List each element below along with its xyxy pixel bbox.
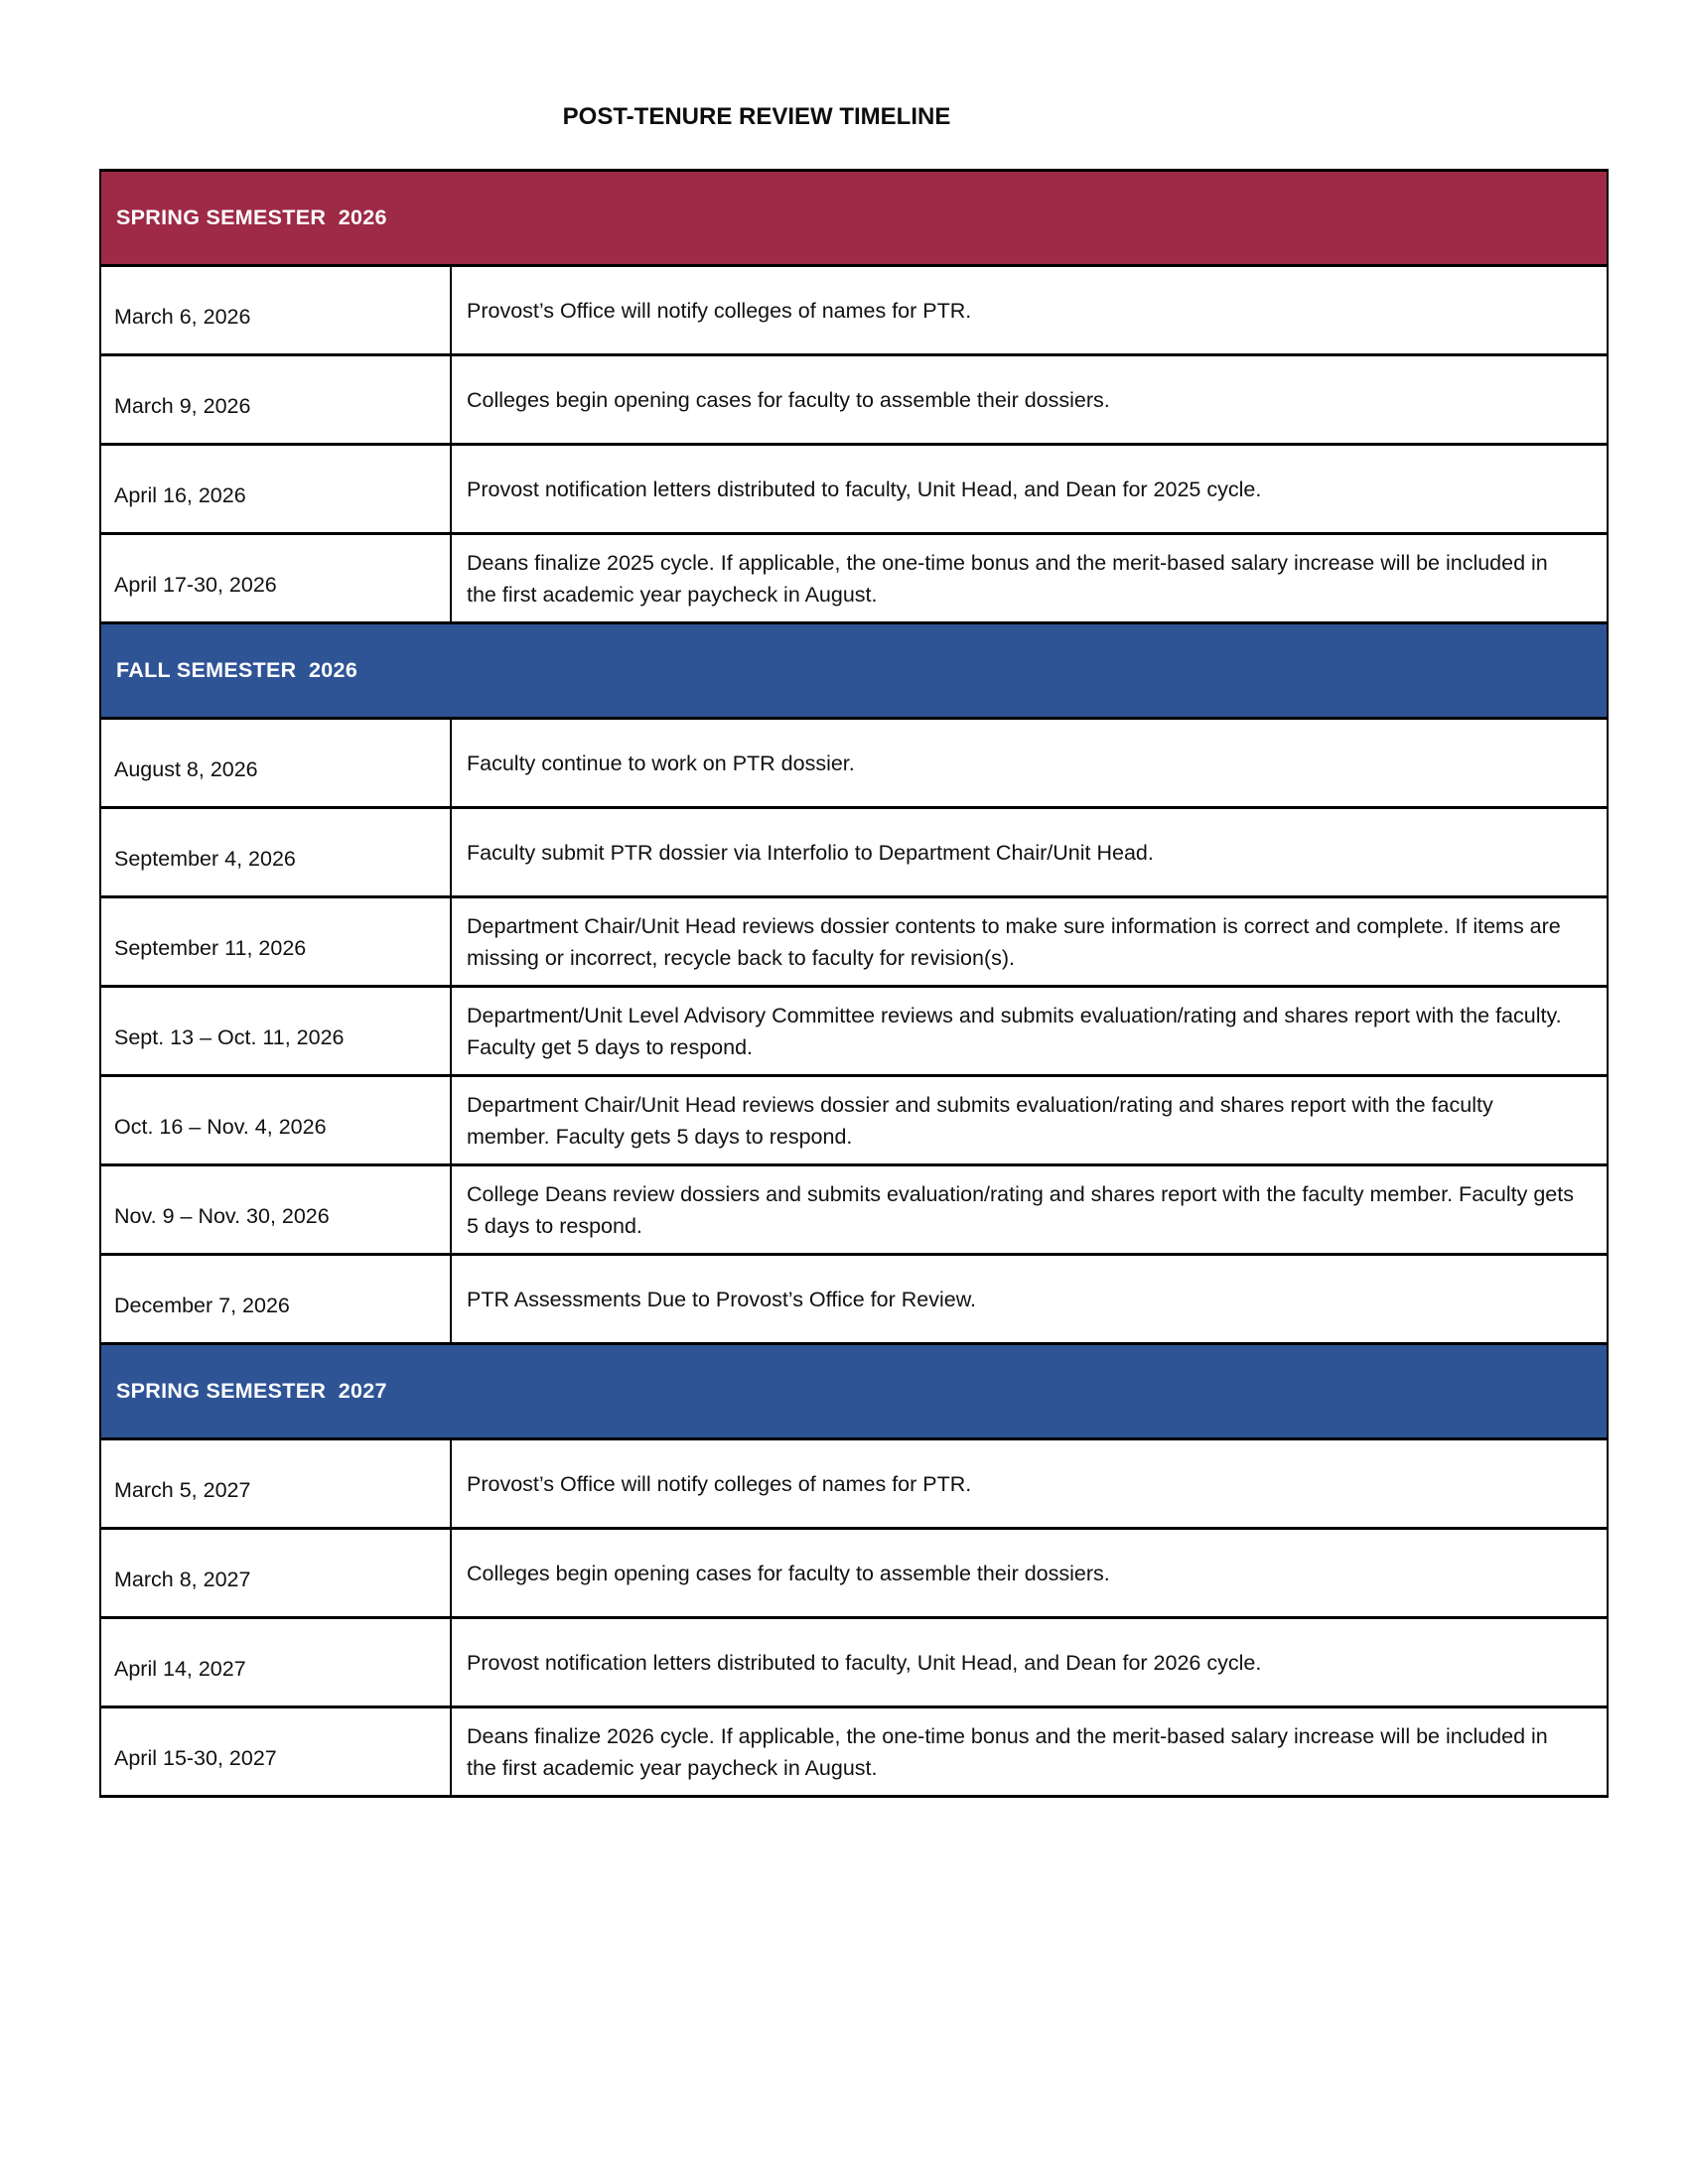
date-cell: March 5, 2027 — [100, 1439, 451, 1529]
description-cell: Provost notification letters distributed to faculty, Unit Head, and Dean for 2026 cycle. — [451, 1618, 1608, 1707]
table-row — [100, 808, 1608, 897]
section-header: FALL SEMESTER 2026 — [100, 623, 1608, 719]
table-row — [100, 266, 1608, 355]
description-cell: College Deans review dossiers and submits evaluation/rating and shares report with the faculty member. Faculty gets 5 days to respond. — [451, 1165, 1608, 1255]
timeline-table-body — [100, 171, 1608, 1797]
table-row — [100, 355, 1608, 445]
timeline-table — [99, 169, 1609, 1798]
table-row — [100, 534, 1608, 623]
section-header: SPRING SEMESTER 2027 — [100, 1344, 1608, 1439]
date-cell: April 17-30, 2026 — [100, 534, 451, 623]
section-header-row — [100, 1344, 1608, 1439]
section-header: SPRING SEMESTER 2026 — [100, 171, 1608, 266]
page-title: POST-TENURE REVIEW TIMELINE — [562, 103, 951, 130]
description-cell: Department Chair/Unit Head reviews dossier contents to make sure information is correct and complete. If items are missing or incorrect, recycle back to faculty for revision(s). — [451, 897, 1608, 987]
description-cell: Provost notification letters distributed to faculty, Unit Head, and Dean for 2025 cycle. — [451, 445, 1608, 534]
description-cell: Department/Unit Level Advisory Committee reviews and submits evaluation/rating and shares report with the faculty. Faculty get 5 days to respond. — [451, 987, 1608, 1076]
date-cell: Sept. 13 – Oct. 11, 2026 — [100, 987, 451, 1076]
date-cell: March 6, 2026 — [100, 266, 451, 355]
description-cell: Provost’s Office will notify colleges of names for PTR. — [451, 1439, 1608, 1529]
description-cell: Colleges begin opening cases for faculty to assemble their dossiers. — [451, 355, 1608, 445]
description-cell: Department Chair/Unit Head reviews dossier and submits evaluation/rating and shares report with the faculty member. Faculty gets 5 days to respond. — [451, 1076, 1608, 1165]
date-cell: April 15-30, 2027 — [100, 1707, 451, 1797]
date-cell: March 8, 2027 — [100, 1529, 451, 1618]
date-cell: April 16, 2026 — [100, 445, 451, 534]
description-cell: Deans finalize 2025 cycle. If applicable, the one-time bonus and the merit-based salary increase will be included in the first academic year paycheck in August. — [451, 534, 1608, 623]
table-row — [100, 1076, 1608, 1165]
table-row — [100, 1707, 1608, 1797]
table-row — [100, 1618, 1608, 1707]
date-cell: Oct. 16 – Nov. 4, 2026 — [100, 1076, 451, 1165]
date-cell: April 14, 2027 — [100, 1618, 451, 1707]
table-row — [100, 897, 1608, 987]
description-cell: Deans finalize 2026 cycle. If applicable, the one-time bonus and the merit-based salary increase will be included in the first academic year paycheck in August. — [451, 1707, 1608, 1797]
section-header-row — [100, 623, 1608, 719]
table-row — [100, 1439, 1608, 1529]
table-row — [100, 719, 1608, 808]
date-cell: September 11, 2026 — [100, 897, 451, 987]
description-cell: Faculty submit PTR dossier via Interfolio to Department Chair/Unit Head. — [451, 808, 1608, 897]
section-header-row — [100, 171, 1608, 266]
description-cell: Colleges begin opening cases for faculty to assemble their dossiers. — [451, 1529, 1608, 1618]
table-row — [100, 1255, 1608, 1344]
date-cell: December 7, 2026 — [100, 1255, 451, 1344]
table-row — [100, 1529, 1608, 1618]
description-cell: Provost’s Office will notify colleges of names for PTR. — [451, 266, 1608, 355]
date-cell: March 9, 2026 — [100, 355, 451, 445]
date-cell: Nov. 9 – Nov. 30, 2026 — [100, 1165, 451, 1255]
description-cell: Faculty continue to work on PTR dossier. — [451, 719, 1608, 808]
table-row — [100, 987, 1608, 1076]
date-cell: August 8, 2026 — [100, 719, 451, 808]
table-row — [100, 1165, 1608, 1255]
date-cell: September 4, 2026 — [100, 808, 451, 897]
description-cell: PTR Assessments Due to Provost’s Office for Review. — [451, 1255, 1608, 1344]
table-row — [100, 445, 1608, 534]
